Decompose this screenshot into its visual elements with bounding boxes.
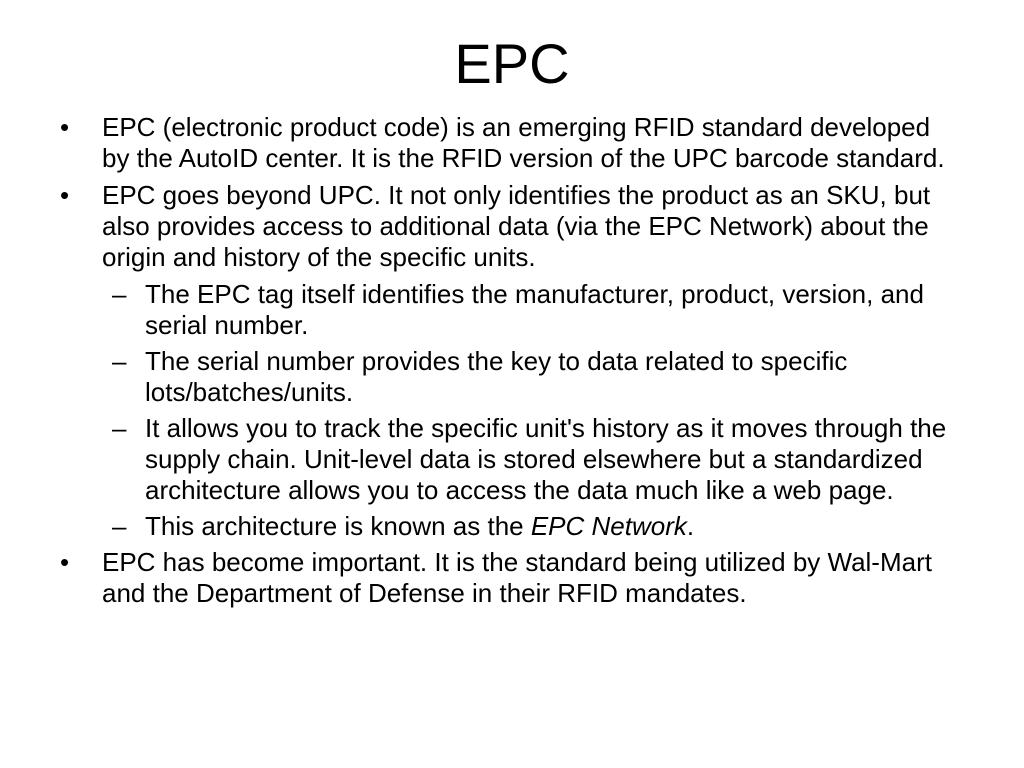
- slide-title: EPC: [454, 32, 570, 95]
- sub-bullet-marker: –: [112, 279, 127, 309]
- sub-bullet-item: [112, 279, 960, 341]
- bullet-marker: •: [60, 180, 70, 210]
- sub-bullet-text: The EPC tag itself identifies the manufacturer, product, version, and serial number.: [145, 279, 924, 340]
- sub-bullet-text: It allows you to track the specific unit's history as it moves through the supply chain. Unit-level data is stored elsewhere but a standardized architecture allows you to access the data much like a web page.: [145, 413, 947, 505]
- sub-bullet-marker: –: [112, 413, 127, 443]
- bullet-list: [60, 112, 960, 615]
- bullet-text: EPC goes beyond UPC. It not only identifies the product as an SKU, but also provides access to additional data (via the EPC Network) about the origin and history of the specific units.: [102, 180, 931, 272]
- bullet-marker: •: [60, 112, 70, 142]
- epc-network-term: EPC Network: [530, 511, 687, 541]
- sub-bullet-item: [112, 346, 960, 408]
- sub-bullet-marker: –: [112, 511, 127, 541]
- bullet-text: EPC has become important. It is the standard being utilized by Wal-Mart and the Department of Defense in their RFID mandates.: [102, 547, 932, 608]
- bullet-item: [60, 112, 960, 174]
- bullet-marker: •: [60, 547, 70, 577]
- sub-bullet-text-after: .: [686, 511, 695, 541]
- sub-bullet-item: [112, 511, 960, 542]
- sub-bullet-item: [112, 413, 960, 506]
- bullet-item: [60, 180, 960, 273]
- sub-bullet-text: [145, 511, 960, 542]
- bullet-text: EPC (electronic product code) is an emerging RFID standard developed by the AutoID center. It is the RFID version of the UPC barcode standard.: [102, 112, 945, 173]
- sub-bullet-text-before: This architecture is known as the: [145, 511, 531, 541]
- sub-bullet-text: The serial number provides the key to data related to specific lots/batches/units.: [145, 346, 848, 407]
- bullet-item: [60, 547, 960, 609]
- sub-bullet-marker: –: [112, 346, 127, 376]
